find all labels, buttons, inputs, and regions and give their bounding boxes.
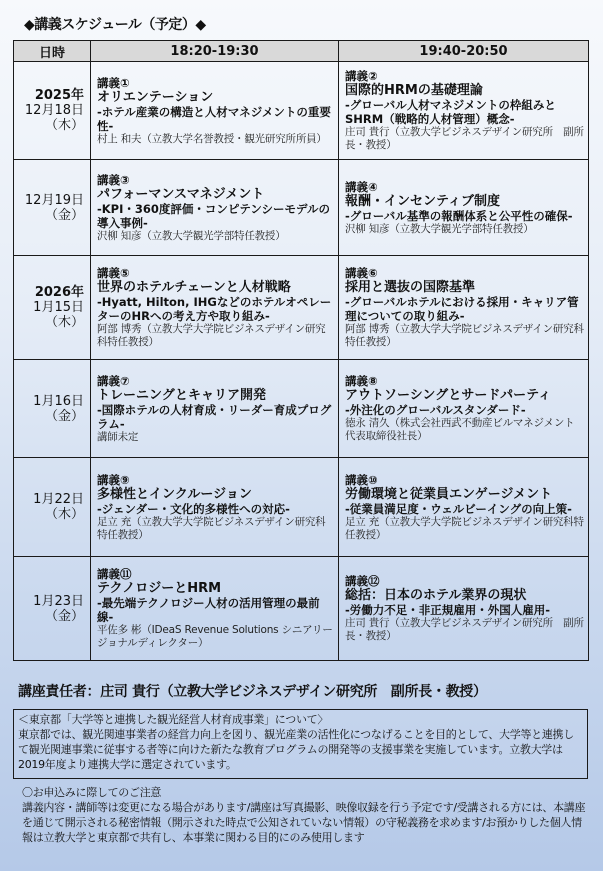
lecture-number: 講義④ [345,179,378,194]
info-box-body: 東京都では、観光関連事業者の経営力向上を図り、観光産業の活性化につなげることを目的として、大学等と連携して観光関連事業に従事する者等に向けた新たな教育プログラムの開発等の支援事業を実施しています。立教大学は2019年度より連携大学に選定されています。 [18,728,574,771]
lecture-title: 報酬・インセンティブ制度 [345,193,500,209]
lecture-speaker: 徳永 清久（株式会社西武不動産ビルマネジメント 代表取締役社長） [345,417,575,442]
lecture-number: 講義⑦ [97,373,130,388]
lecture-cell [91,160,339,256]
date-month-day: 12月18日 [24,103,84,118]
lecture-title: トレーニングとキャリア開発 [97,387,267,403]
lecture-speaker: 足立 充（立教大学大学院ビジネスデザイン研究科特任教授） [97,515,326,541]
lecture-cell [91,458,339,557]
table-row [14,256,589,360]
course-director: 講座責任者：庄司 貴行（立教大学ビジネスデザイン研究所 副所長・教授） [18,684,487,700]
table-header-row [14,41,589,62]
lecture-subtitle: -ジェンダー・文化的多様性への対応- [97,501,290,516]
lecture-number: 講義⑫ [345,574,380,588]
date-cell [14,557,91,661]
lecture-cell [339,360,589,458]
date-month-day: 1月22日 [33,492,84,507]
lecture-speaker: 村上 和夫（立教大学名誉教授・観光研究所所員） [97,132,327,145]
lecture-number: 講義⑨ [97,472,130,487]
lecture-cell [339,62,589,160]
lecture-number: 講義③ [97,172,130,187]
date-month-day: 1月15日 [33,300,84,315]
lecture-title: 総括：日本のホテル業界の現状 [345,588,527,603]
notes-heading: 〇お申込みに際してのご注意 [22,786,162,799]
date-cell [14,160,91,256]
lecture-title: 多様性とインクルージョン [97,486,252,502]
notes-body: 講義内容・講師等は変更になる場合があります/講座は写真撮影、映像収録を行う予定です/受講される方には、本講座を通じて開示される秘密情報（開示された時点で公知されていない情報）の守秘義務を求めます/お預かりした個人情報は立教大学と東京都で共有し、本事業に関わる目的にのみ使用します [22,801,586,844]
lecture-subtitle: -グローバルホテルにおける採用・キャリア管理についての取り組み- [345,295,579,323]
lecture-speaker: 庄司 貴行（立教大学ビジネスデザイン研究所 副所長・教授） [345,126,584,151]
lecture-title: 世界のホテルチェーンと人材戦略 [97,280,291,295]
tokyo-program-info-box [13,709,588,779]
lecture-subtitle: -外注化のグローバルスタンダード- [345,403,526,417]
date-year: 2026年 [34,285,84,300]
date-month-day: 12月19日 [24,192,84,208]
date-month-day: 1月16日 [33,393,84,409]
lecture-subtitle: -KPI・360度評価・コンピテンシーモデルの導入事例- [97,201,330,230]
table-row [14,557,589,661]
page-title: ◆講義スケジュール（予定）◆ [24,17,206,33]
lecture-number: 講義⑩ [345,472,378,487]
table-row [14,458,589,557]
lecture-subtitle: -国際ホテルの人材育成・リーダー育成プログラム- [97,402,332,431]
header-slot-1: 18:20-19:30 [91,41,339,62]
lecture-title: 労働環境と従業員エンゲージメント [345,486,553,502]
lecture-title: テクノロジーとHRM [97,581,222,596]
lecture-speaker: 阿部 博秀（立教大学大学院ビジネスデザイン研究科特任教授） [97,323,326,348]
lecture-number: 講義⑧ [345,374,378,388]
lecture-speaker: 阿部 博秀（立教大学大学院ビジネスデザイン研究科特任教授） [345,323,584,348]
table-row [14,360,589,458]
application-notes [22,785,587,845]
date-cell [14,256,91,360]
date-weekday: （金） [44,207,84,223]
lecture-subtitle: -労働力不足・非正規雇用・外国人雇用- [345,603,551,617]
lecture-cell [91,62,339,160]
date-weekday: （木） [44,118,84,133]
header-slot-2: 19:40-20:50 [339,41,589,62]
date-year: 2025年 [34,88,84,103]
lecture-number: 講義⑤ [97,266,130,280]
date-weekday: （金） [44,608,84,624]
lecture-speaker: 平佐多 彬（IDeaS Revenue Solutions シニアリージョナルディレクター） [97,624,333,649]
lecture-speaker: 講師未定 [97,430,139,443]
lecture-cell [339,557,589,661]
lecture-number: 講義⑪ [97,567,132,581]
lecture-title: 国際的HRMの基礎理論 [345,83,483,98]
lecture-cell [91,256,339,360]
date-cell [14,62,91,160]
lecture-cell [91,360,339,458]
lecture-subtitle: -最先端テクノロジー人材の活用管理の最前線- [97,596,320,624]
lecture-cell [339,160,589,256]
table-row [14,62,589,160]
lecture-subtitle: -Hyatt, Hilton, IHGなどのホテルオペレーターのHRへの考え方や取り組み- [97,295,332,323]
lecture-title: アウトソーシングとサードパーティ [345,388,552,403]
table-row [14,160,589,256]
lecture-speaker: 足立 充（立教大学大学院ビジネスデザイン研究科特任教授） [345,515,584,541]
lecture-number: 講義⑥ [345,266,378,280]
lecture-speaker: 沢柳 知彦（立教大学観光学部特任教授） [97,229,286,242]
lecture-title: パフォーマンスマネジメント [97,186,265,202]
date-cell [14,458,91,557]
lecture-speaker: 庄司 貴行（立教大学ビジネスデザイン研究所 副所長・教授） [345,617,584,642]
lecture-subtitle: -従業員満足度・ウェルビーイングの向上策- [345,501,572,516]
date-month-day: 1月23日 [33,593,84,609]
lecture-title: オリエンテーション [97,89,214,105]
date-weekday: （木） [44,507,84,522]
lecture-cell [339,256,589,360]
lecture-number: 講義② [345,69,378,83]
date-cell [14,360,91,458]
header-datetime: 日時 [14,41,91,62]
lecture-subtitle: -グローバル基準の報酬体系と公平性の確保- [345,208,573,223]
info-box-heading: ＜東京都「大学等と連携した観光経営人材育成事業」について〉 [18,713,329,726]
lecture-subtitle: -グローバル人材マネジメントの枠組みとSHRM（戦略的人材管理）概念- [345,98,556,126]
date-weekday: （木） [44,315,84,330]
lecture-title: 採用と選抜の国際基準 [345,280,476,295]
lecture-subtitle: -ホテル産業の構造と人材マネジメントの重要性- [97,104,331,133]
schedule-table [13,40,589,661]
lecture-number: 講義① [97,75,130,90]
lecture-cell [339,458,589,557]
date-weekday: （金） [44,408,84,424]
lecture-cell [91,557,339,661]
lecture-speaker: 沢柳 知彦（立教大学観光学部特任教授） [345,222,534,235]
